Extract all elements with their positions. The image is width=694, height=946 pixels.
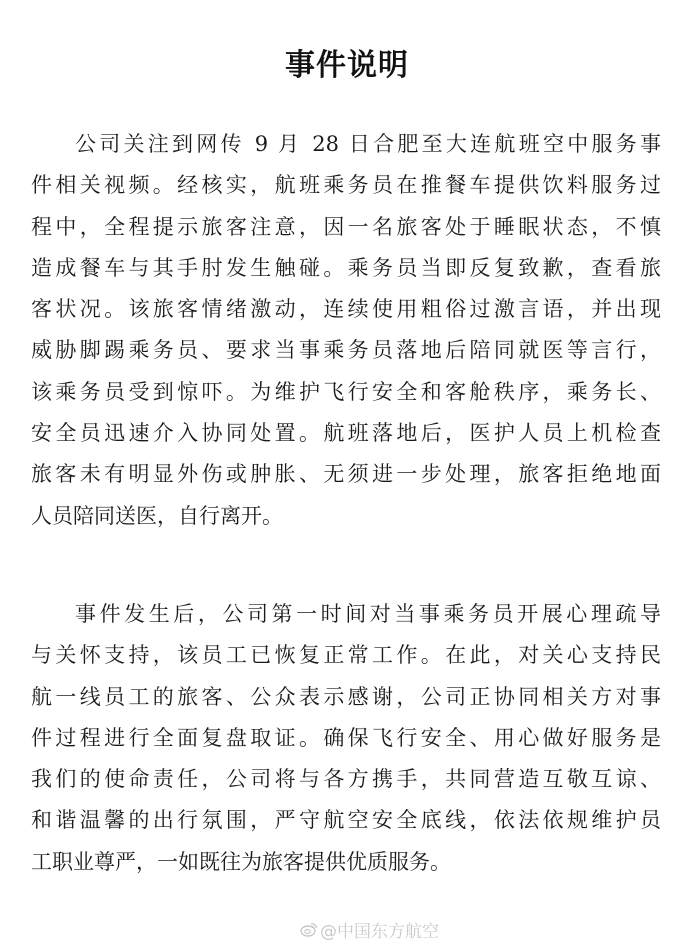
paragraph-2 bbox=[31, 594, 661, 883]
text-line: 旅客未有明显外伤或肿胀、无须进一步处理，旅客拒绝地面 bbox=[31, 462, 661, 487]
text-line: 公司关注到网传 9 月 28 日合肥至大连航班空中服务事 bbox=[75, 132, 661, 156]
text-line: 和谐温馨的出行氛围，严守航空安全底线，依法依规维护员 bbox=[31, 808, 661, 833]
text-line: 客状况。该旅客情绪激动，连续使用粗俗过激言语，并出现 bbox=[31, 297, 661, 322]
weibo-watermark bbox=[300, 916, 439, 942]
text-line: 件相关视频。经核实，航班乘务员在推餐车提供饮料服务过 bbox=[31, 173, 661, 198]
text-line: 人员陪同送医，自行离开。 bbox=[31, 503, 283, 528]
text-line: 事件发生后，公司第一时间对当事乘务员开展心理疏导 bbox=[75, 602, 661, 626]
paragraph-1 bbox=[31, 124, 661, 537]
weibo-icon bbox=[300, 921, 318, 937]
text-line: 工职业尊严，一如既往为旅客提供优质服务。 bbox=[31, 849, 451, 874]
text-line: 该乘务员受到惊吓。为维护飞行安全和客舱秩序，乘务长、 bbox=[31, 379, 661, 404]
text-line: 安全员迅速介入协同处置。航班落地后，医护人员上机检查 bbox=[31, 421, 661, 446]
text-line: 与关怀支持，该员工已恢复正常工作。在此，对关心支持民 bbox=[31, 643, 661, 668]
text-line: 造成餐车与其手肘发生触碰。乘务员当即反复致歉，查看旅 bbox=[31, 255, 661, 280]
text-line: 件过程进行全面复盘取证。确保飞行安全、用心做好服务是 bbox=[31, 725, 661, 750]
text-line: 航一线员工的旅客、公众表示感谢，公司正协同相关方对事 bbox=[31, 684, 661, 709]
document-title: 事件说明 bbox=[285, 48, 409, 83]
text-line: 我们的使命责任，公司将与各方携手，共同营造互敬互谅、 bbox=[31, 767, 661, 792]
watermark-text: @中国东方航空 bbox=[320, 921, 439, 942]
text-line: 程中，全程提示旅客注意，因一名旅客处于睡眠状态，不慎 bbox=[31, 214, 661, 239]
text-line: 威胁脚踢乘务员、要求当事乘务员落地后陪同就医等言行， bbox=[31, 338, 661, 363]
